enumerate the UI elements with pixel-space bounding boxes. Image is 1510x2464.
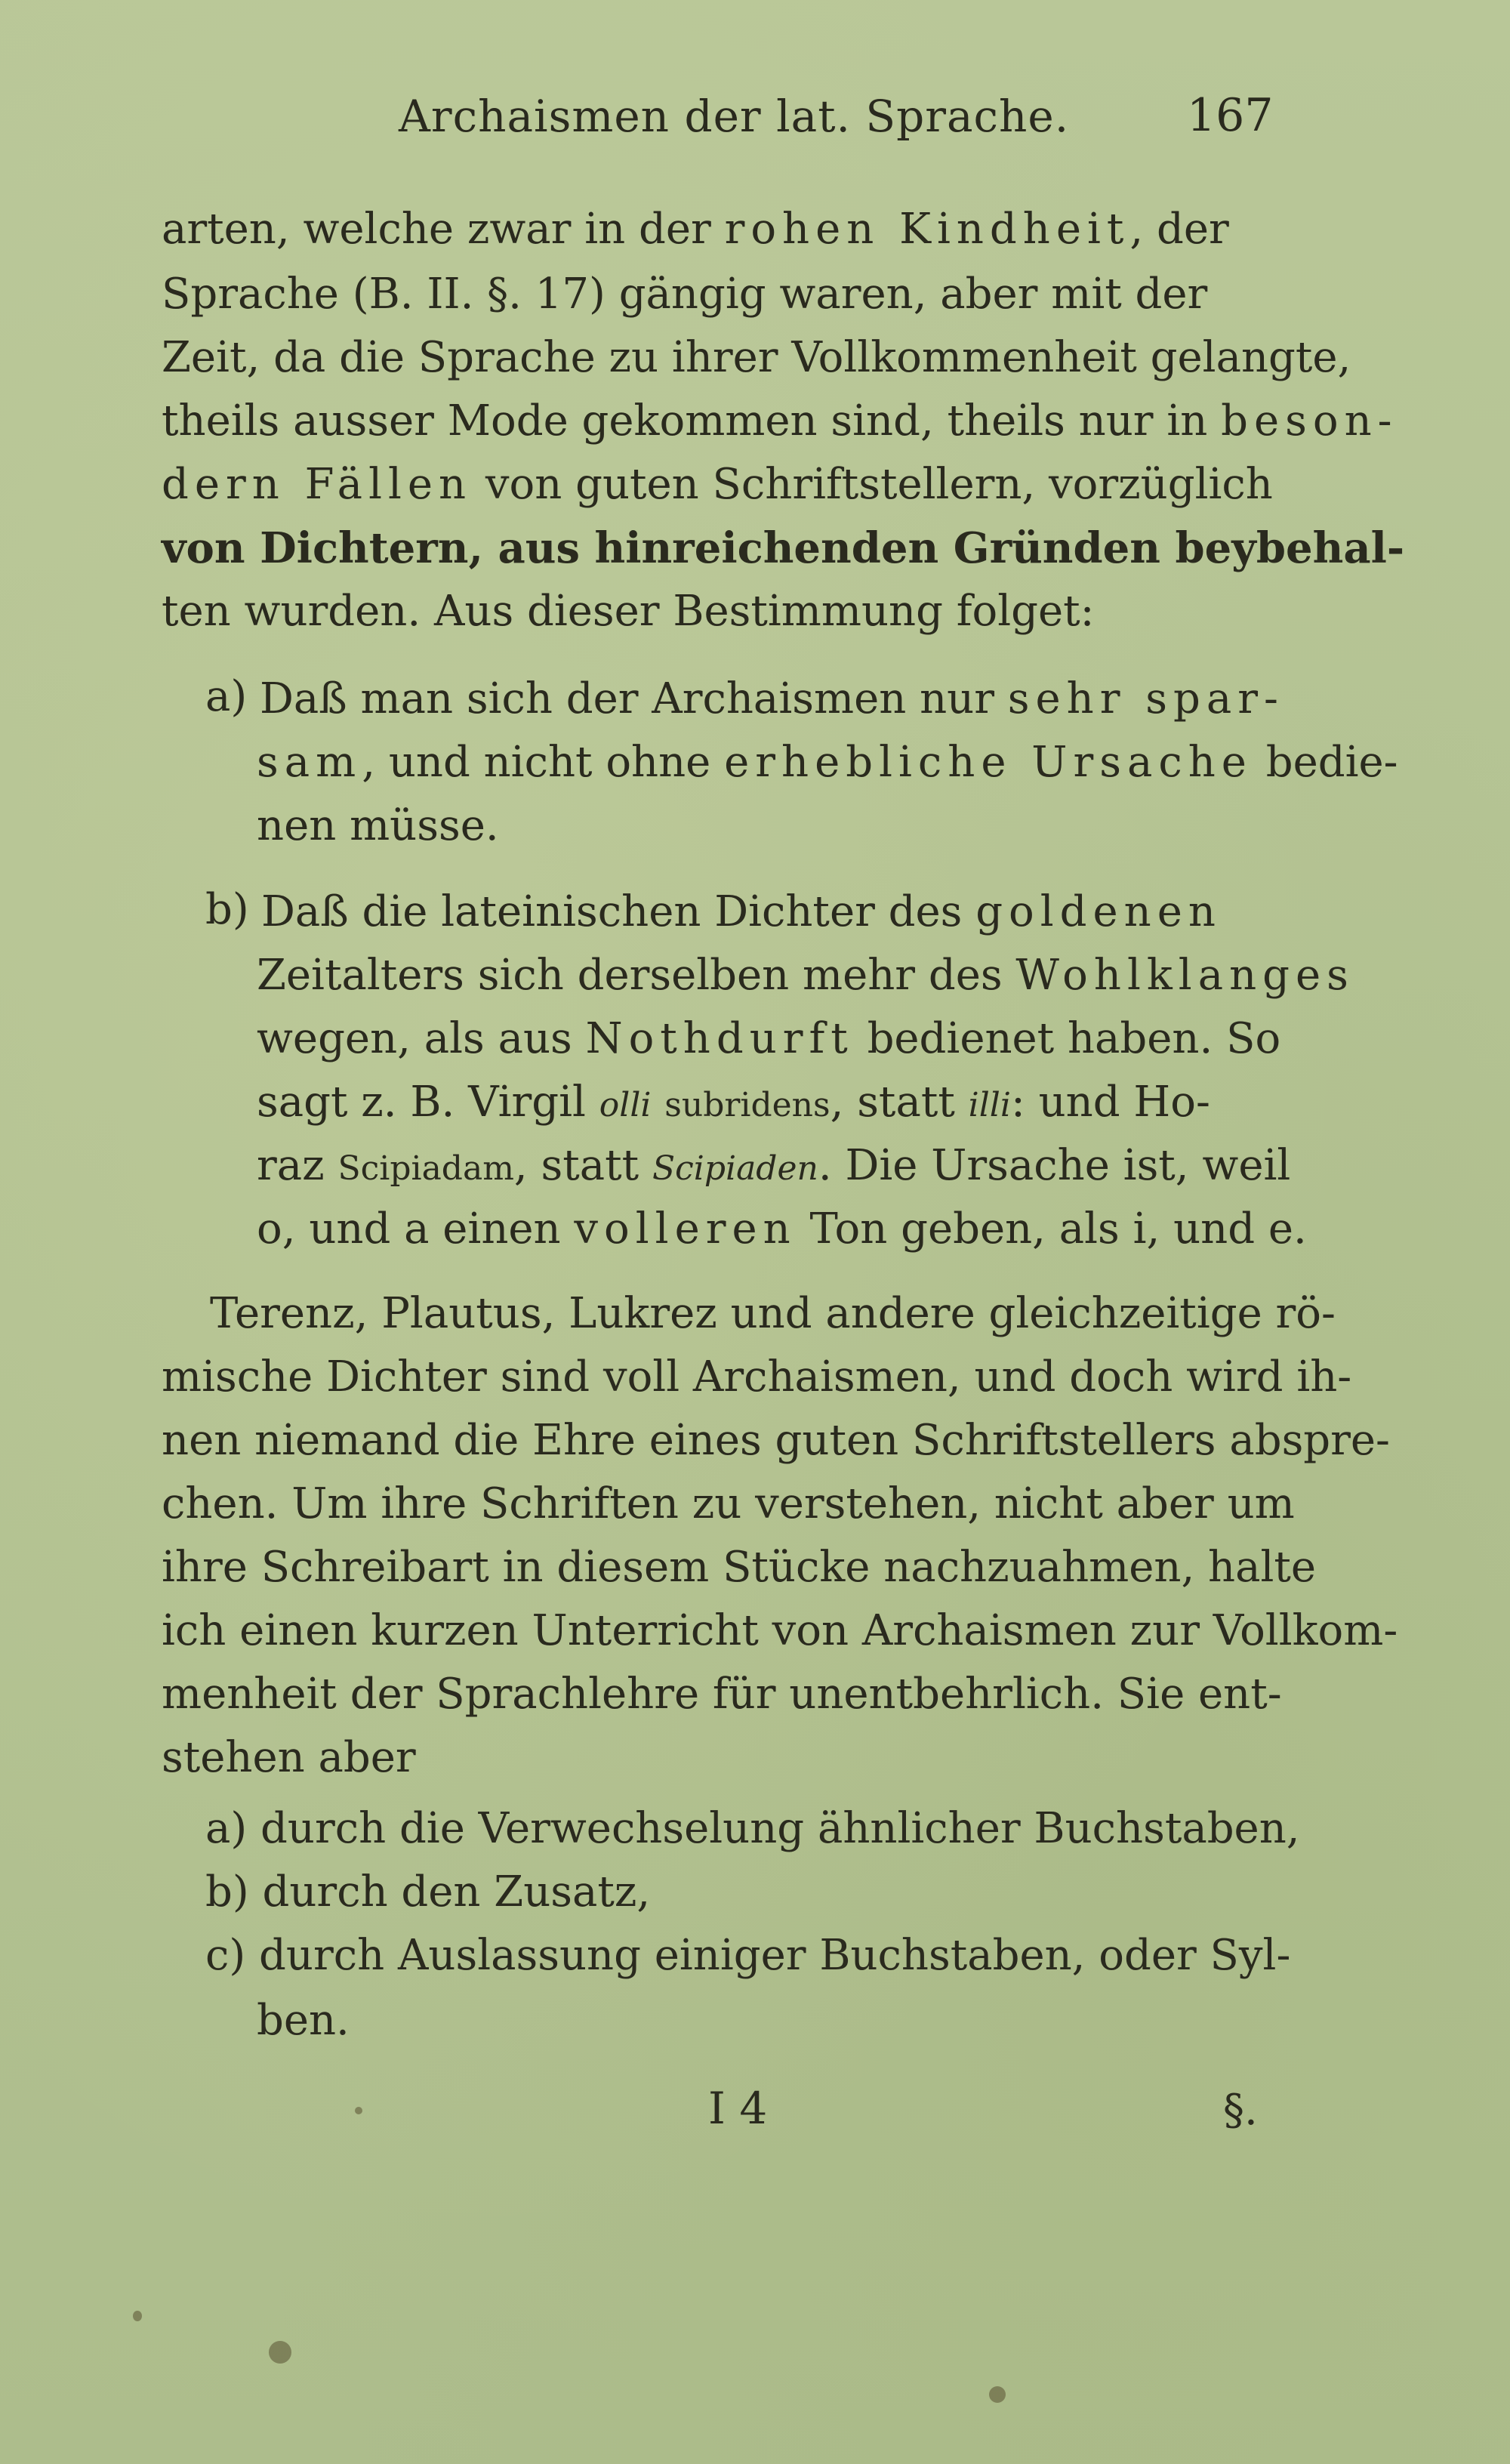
stain-spot <box>355 2107 362 2114</box>
list-item: a) durch die Verwechselung ähnlicher Buchstaben, <box>205 1804 1300 1853</box>
latin-word: subridens <box>664 1086 830 1124</box>
spaced-emphasis: sam <box>257 738 362 787</box>
text-line: ten wurden. Aus dieser Bestimmung folget: <box>162 587 1095 636</box>
latin-word: olli <box>599 1086 652 1124</box>
item-label: c) <box>205 1931 246 1980</box>
text-line: arten, welche zwar in der rohen Kindheit, der <box>162 205 1229 254</box>
text-line: Zeit, da die Sprache zu ihrer Vollkommenheit gelangte, <box>162 333 1351 382</box>
spaced-emphasis: Nothdurft <box>585 1014 854 1063</box>
spaced-emphasis: sehr spar- <box>1007 674 1284 723</box>
latin-word: Scipiaden <box>652 1149 818 1188</box>
spaced-emphasis: beson- <box>1221 396 1398 446</box>
list-item: b) durch den Zusatz, <box>205 1867 651 1917</box>
text-line: Daß die lateinischen Dichter des goldenen <box>261 887 1222 936</box>
text-line: dern Fällen von guten Schriftstellern, vorzüglich <box>162 460 1273 509</box>
spaced-emphasis: Wohlklanges <box>1015 951 1354 1000</box>
item-label: a) <box>205 672 248 721</box>
text-line: Daß man sich der Archaismen nur sehr spar- <box>260 674 1284 723</box>
list-item: c) durch Auslassung einiger Buchstaben, oder Syl- <box>205 1931 1291 1980</box>
text-line: sam, und nicht ohne erhebliche Ursache bedie- <box>257 738 1398 787</box>
text-line: theils ausser Mode gekommen sind, theils nur in beson- <box>162 396 1398 446</box>
stain-spot <box>269 2341 291 2364</box>
running-title: Archaismen der lat. Sprache. <box>399 91 1070 142</box>
text-line: o, und a einen volleren Ton geben, als i, und e. <box>257 1204 1307 1254</box>
spaced-emphasis: volleren <box>574 1204 797 1254</box>
stain-spot <box>133 2311 142 2321</box>
text-line: Sprache (B. II. §. 17) gängig waren, aber mit der <box>162 270 1208 319</box>
text-line: menheit der Sprachlehre für unentbehrlich. Sie ent- <box>162 1670 1282 1719</box>
text-line: ihre Schreibart in diesem Stücke nachzuahmen, halte <box>162 1543 1317 1592</box>
text-line: wegen, als aus Nothdurft bedienet haben. So <box>257 1014 1281 1063</box>
spaced-emphasis: dern Fällen <box>162 460 473 509</box>
text-line: raz Scipiadam, statt Scipiaden. Die Ursache ist, weil <box>257 1141 1291 1190</box>
text-line: stehen aber <box>162 1733 416 1782</box>
spaced-emphasis: rohen Kindheit <box>724 205 1130 254</box>
stain-spot <box>989 2386 1006 2403</box>
signature-mark: I 4 <box>708 2083 768 2134</box>
spaced-emphasis: goldenen <box>975 887 1222 936</box>
text-line: nen müsse. <box>257 801 499 850</box>
text-line: sagt z. B. Virgil olli subridens, statt illi: und Ho- <box>257 1078 1210 1127</box>
latin-word: Scipiadam <box>337 1149 514 1188</box>
latin-word: illi <box>968 1086 1011 1124</box>
page-number: 167 <box>1187 89 1274 142</box>
text-line: nen niemand die Ehre eines guten Schriftstellers abspre- <box>162 1416 1390 1465</box>
spaced-emphasis: erhebliche Ursache <box>724 738 1253 787</box>
catchword: §. <box>1223 2086 1258 2135</box>
item-label: b) <box>205 885 249 934</box>
text-line: von Dichtern, aus hinreichenden Gründen beybehal- <box>162 523 1405 573</box>
text-line: mische Dichter sind voll Archaismen, und doch wird ih- <box>162 1352 1352 1402</box>
text-line: Zeitalters sich derselben mehr des Wohlklanges <box>257 951 1354 1000</box>
text-line: chen. Um ihre Schriften zu verstehen, nicht aber um <box>162 1479 1295 1528</box>
text-line: ich einen kurzen Unterricht von Archaismen zur Vollkom- <box>162 1606 1398 1655</box>
text-line: ben. <box>257 1996 350 2045</box>
item-label: a) <box>205 1804 248 1853</box>
text-line: Terenz, Plautus, Lukrez und andere gleichzeitige rö- <box>210 1289 1336 1338</box>
item-label: b) <box>205 1867 249 1917</box>
